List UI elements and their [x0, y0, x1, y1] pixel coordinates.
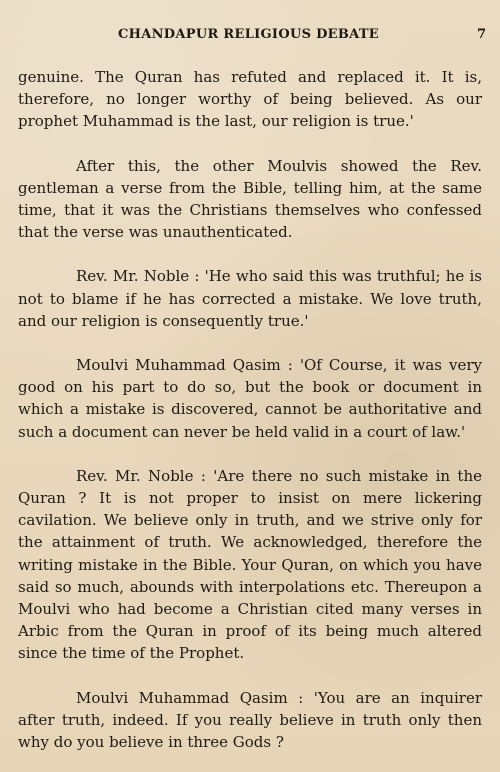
page-header: [0, 27, 500, 47]
paragraph-4: Moulvi Muhammad Qasim : 'Of Course, it was very good on his part to do so, but the book or document in which a mistake is discovered, cannot be authoritative and such a document can never be held valid in a court of law.': [18, 356, 482, 441]
running-title: CHANDAPUR RELIGIOUS DEBATE: [118, 27, 380, 42]
paragraph-6: Moulvi Muhammad Qasim : 'You are an inquirer after truth, indeed. If you really believe in truth only then why do you believe in three Gods ?: [18, 688, 482, 752]
body-text: [18, 66, 482, 753]
paragraph-2: After this, the other Moulvis showed the Rev. gentleman a verse from the Bible, telling him, at the same time, that it was the Christians themselves who confessed that the verse was unauthenticated.: [18, 156, 482, 242]
paragraph-3: Rev. Mr. Noble : 'He who said this was truthful; he is not to blame if he has corrected a mistake. We love truth, and our religion is consequently true.': [18, 267, 482, 330]
page-number: 7: [476, 27, 486, 42]
paragraph-5: Rev. Mr. Noble : 'Are there no such mistake in the Quran ? It is not proper to insist on mere lickering cavilation. We believe only in truth, and we strive only for the attainment of truth. We acknowledged, therefore the writing mistake in the Bible. Your Quran, on which you have said so much, abounds with interpolations etc. Thereupon a Moulvi who had become a Christian cited many verses in Arbic from the Quran in proof of its being much altered since the time of the Prophet.: [18, 466, 482, 663]
paragraph-1: genuine. The Quran has refuted and replaced it. It is, therefore, no longer worthy of being believed. As our prophet Muhammad is the last, our religion is true.': [18, 68, 482, 131]
